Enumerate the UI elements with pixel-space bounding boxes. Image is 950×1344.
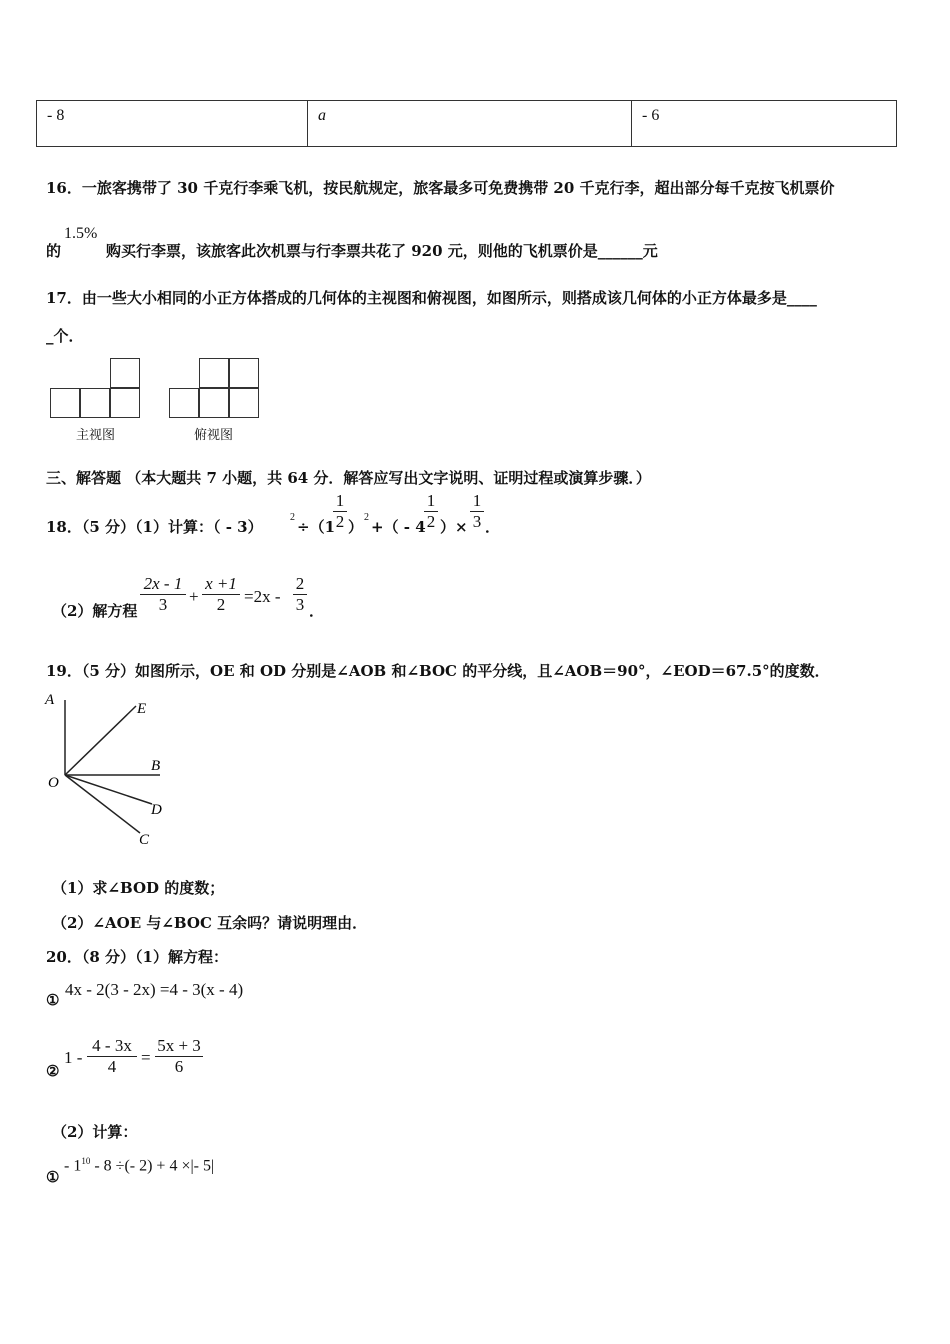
square	[199, 358, 229, 388]
square	[50, 388, 80, 418]
q20-part2: （2）计算：	[52, 1123, 138, 1141]
table-cell: - 8	[37, 101, 308, 147]
square	[80, 388, 110, 418]
fraction: x +1 2	[202, 574, 240, 615]
point-label-A: A	[45, 692, 55, 708]
q17-line1: 17．由一些大小相同的小正方体搭成的几何体的主视图和俯视图，如图所示，则搭成该几何体的小正方体最多是____	[46, 289, 817, 307]
answer-table	[36, 100, 897, 147]
q18-plus: +（ - 4	[371, 518, 426, 536]
q16-answer-blank[interactable]: ______	[597, 242, 643, 260]
q19-text: 19．（5 分）如图所示，OE 和 OD 分别是∠AOB 和∠BOC 的平分线，且∠AOB＝90°，∠EOD＝67.5°的度数．	[46, 662, 830, 680]
q17-line2: _个．	[46, 327, 84, 345]
equation-1: 4x - 2(3 - 2x) =4 - 3(x - 4)	[65, 980, 244, 999]
q16-suffix: 元	[642, 242, 658, 260]
main-view-label: 主视图	[76, 428, 116, 443]
q18-part2-label: （2）解方程	[52, 602, 138, 620]
point-label-D: D	[151, 802, 162, 818]
square	[229, 388, 259, 418]
exponent: 2	[364, 512, 369, 523]
exponent: 2	[290, 512, 295, 523]
q18-period: ．	[485, 518, 501, 536]
q16-percent: 1.5%	[64, 225, 98, 242]
circle-number: ①	[46, 1168, 60, 1186]
fraction: 2 3	[293, 574, 307, 615]
equals-sign: =	[141, 1048, 151, 1067]
fraction: 2x - 1 3	[140, 574, 186, 615]
ray-OC	[65, 775, 140, 833]
ray-OD	[65, 775, 152, 804]
q18-label: 18．（5 分）（1）计算：（ - 3）	[46, 518, 263, 536]
calc-expression: - $1^{10} - 8$ ÷(- 2) + 4 ×|- 5|	[64, 1156, 215, 1175]
fraction-half: 1 2	[333, 491, 347, 532]
angle-figure	[40, 688, 180, 848]
q16-line2: 购买行李票，该旅客此次机票与行李票共花了 920 元，则他的飞机票价是	[106, 242, 598, 260]
fraction: 4 - 3x 4	[87, 1036, 137, 1077]
top-view-label: 俯视图	[194, 428, 234, 443]
fraction-third: 1 3	[470, 491, 484, 532]
top-view-figure	[169, 358, 261, 420]
circle-number: ②	[46, 1062, 60, 1080]
square	[229, 358, 259, 388]
ray-OE	[65, 706, 136, 775]
point-label-E: E	[137, 701, 147, 717]
q18-times: ）×	[440, 518, 468, 536]
q18-close: ）	[348, 518, 364, 536]
eq2-left: 1 -	[64, 1048, 83, 1067]
equation-middle: =2x -	[244, 587, 281, 606]
q16-prefix: 的	[46, 242, 62, 260]
section-title: 三、解答题 （本大题共 7 小题，共 64 分．解答应写出文字说明、证明过程或演算步骤．）	[46, 469, 651, 487]
q20-title: 20．（8 分）（1）解方程：	[46, 948, 228, 966]
plus-sign: +	[189, 587, 199, 606]
point-label-C: C	[139, 832, 150, 848]
q18-div: ÷（1	[297, 518, 336, 536]
table-cell: - 6	[632, 101, 897, 147]
fraction-half: 1 2	[424, 491, 438, 532]
point-label-B: B	[151, 758, 161, 774]
main-view-figure	[50, 358, 142, 420]
q19-sub1: （1）求∠BOD 的度数；	[52, 879, 225, 897]
q19-sub2: （2）∠AOE 与∠BOC 互余吗？请说明理由．	[52, 914, 368, 932]
fraction: 5x + 3 6	[155, 1036, 203, 1077]
q18-end: ．	[309, 602, 325, 620]
circle-number: ①	[46, 991, 60, 1009]
square	[169, 388, 199, 418]
square	[199, 388, 229, 418]
q16-line1: 16．一旅客携带了 30 千克行李乘飞机，按民航规定，旅客最多可免费携带 20 千克行李，超出部分每千克按飞机票价	[46, 179, 835, 197]
table-cell: a	[308, 101, 632, 147]
point-label-O: O	[48, 775, 59, 791]
square	[110, 388, 140, 418]
square	[110, 358, 140, 388]
